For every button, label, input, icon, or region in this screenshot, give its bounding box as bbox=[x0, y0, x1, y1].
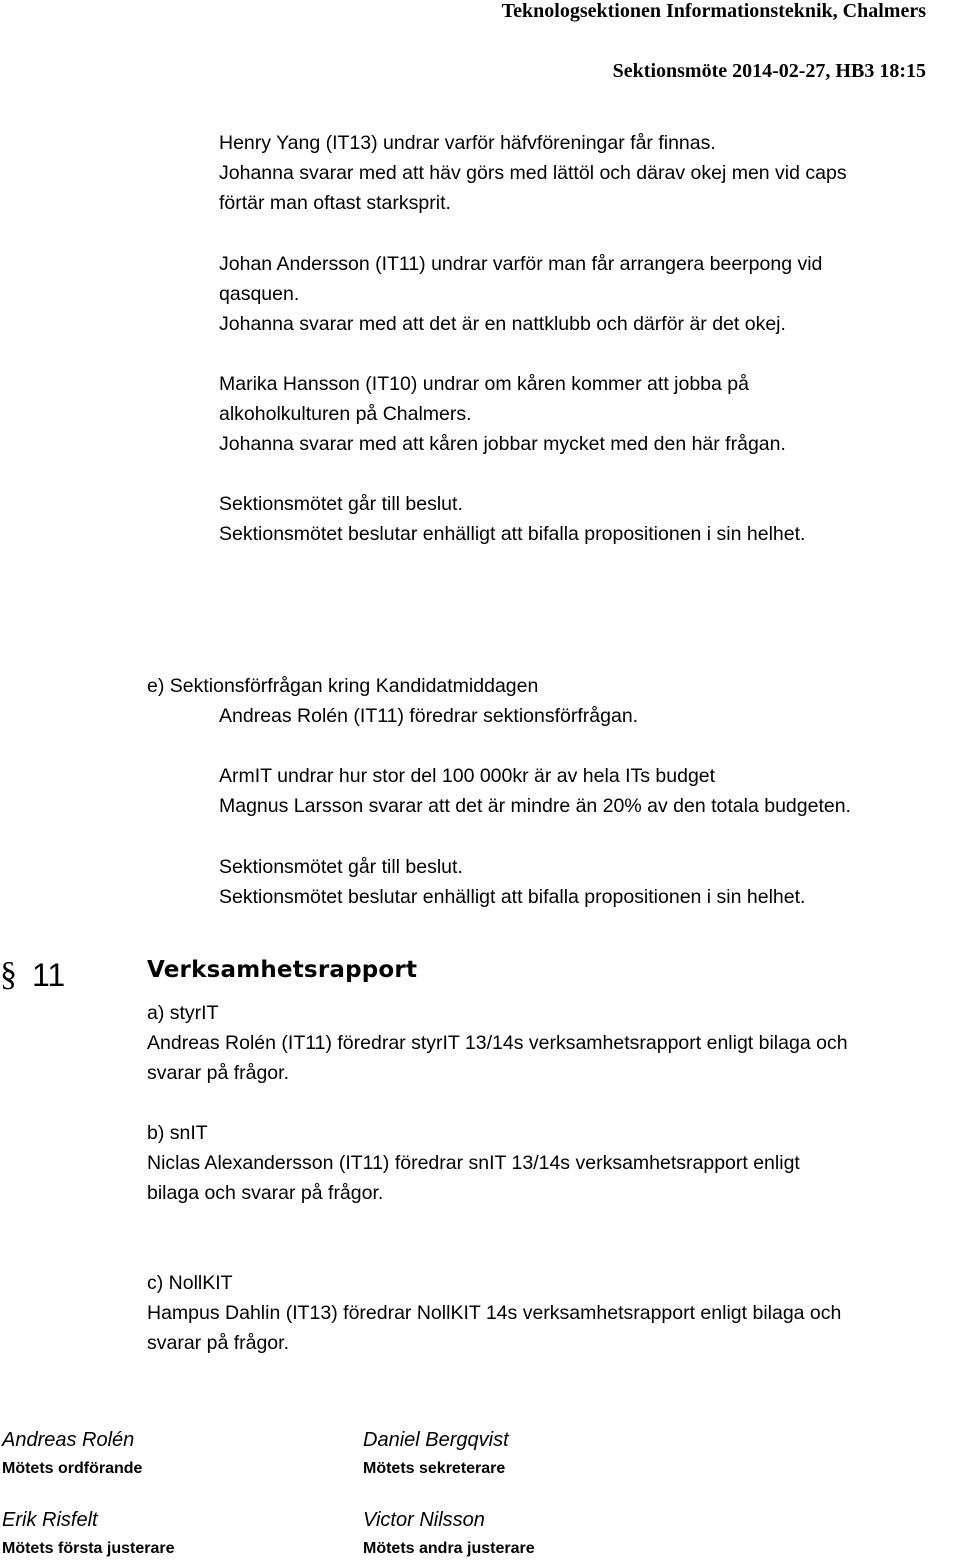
signature-name: Erik Risfelt bbox=[2, 1509, 98, 1531]
item-b-line: Niclas Alexandersson (IT11) föredrar snIT 13/14s verksamhetsrapport enligt bbox=[147, 1152, 800, 1174]
item-e-line: ArmIT undrar hur stor del 100 000kr är av hela ITs budget bbox=[219, 765, 716, 787]
item-e-line: Magnus Larsson svarar att det är mindre än 20% av den totala budgeten. bbox=[219, 795, 851, 817]
discussion-line: förtär man oftast starksprit. bbox=[219, 192, 451, 214]
item-a-heading: a) styrIT bbox=[147, 1002, 219, 1024]
decision-line: Sektionsmötet beslutar enhälligt att bifalla propositionen i sin helhet. bbox=[219, 886, 806, 908]
item-e-line: Andreas Rolén (IT11) föredrar sektionsförfrågan. bbox=[219, 705, 639, 727]
section-number-value: 11 bbox=[32, 956, 66, 993]
discussion-line: Johanna svarar med att kåren jobbar mycket med den här frågan. bbox=[219, 433, 786, 455]
item-c-heading: c) NollKIT bbox=[147, 1272, 233, 1294]
signature-role: Mötets andra justerare bbox=[363, 1540, 535, 1557]
item-c-line: Hampus Dahlin (IT13) föredrar NollKIT 14s verksamhetsrapport enligt bilaga och bbox=[147, 1302, 842, 1324]
discussion-line: Johanna svarar med att häv görs med lättöl och därav okej men vid caps bbox=[219, 162, 847, 184]
discussion-line: Marika Hansson (IT10) undrar om kåren kommer att jobba på bbox=[219, 373, 749, 395]
item-a-line: svarar på frågor. bbox=[147, 1062, 289, 1084]
decision-line: Sektionsmötet går till beslut. bbox=[219, 493, 463, 515]
section-symbol: § bbox=[0, 956, 17, 993]
item-b-heading: b) snIT bbox=[147, 1122, 208, 1144]
discussion-line: Johan Andersson (IT11) undrar varför man får arrangera beerpong vid bbox=[219, 253, 823, 275]
signature-name: Victor Nilsson bbox=[363, 1509, 485, 1531]
item-b-line: bilaga och svarar på frågor. bbox=[147, 1182, 384, 1204]
item-e-heading: e) Sektionsförfrågan kring Kandidatmiddagen bbox=[147, 675, 539, 697]
signature-name: Andreas Rolén bbox=[2, 1429, 135, 1451]
discussion-line: alkoholkulturen på Chalmers. bbox=[219, 403, 472, 425]
section-title: Verksamhetsrapport bbox=[147, 957, 418, 983]
discussion-line: qasquen. bbox=[219, 283, 300, 305]
decision-line: Sektionsmötet beslutar enhälligt att bifalla propositionen i sin helhet. bbox=[219, 523, 806, 545]
signature-role: Mötets sekreterare bbox=[363, 1460, 506, 1477]
document-header-meeting: Sektionsmöte 2014-02-27, HB3 18:15 bbox=[612, 60, 926, 82]
discussion-line: Henry Yang (IT13) undrar varför häfvföreningar får finnas. bbox=[219, 132, 716, 154]
section-number bbox=[0, 955, 65, 995]
document-header-organization: Teknologsektionen Informationsteknik, Chalmers bbox=[501, 0, 926, 22]
signature-role: Mötets första justerare bbox=[2, 1540, 175, 1557]
signature-role: Mötets ordförande bbox=[2, 1460, 143, 1477]
decision-line: Sektionsmötet går till beslut. bbox=[219, 856, 463, 878]
discussion-line: Johanna svarar med att det är en nattklubb och därför är det okej. bbox=[219, 313, 786, 335]
item-a-line: Andreas Rolén (IT11) föredrar styrIT 13/14s verksamhetsrapport enligt bilaga och bbox=[147, 1032, 848, 1054]
item-c-line: svarar på frågor. bbox=[147, 1332, 289, 1354]
signature-name: Daniel Bergqvist bbox=[363, 1429, 509, 1451]
